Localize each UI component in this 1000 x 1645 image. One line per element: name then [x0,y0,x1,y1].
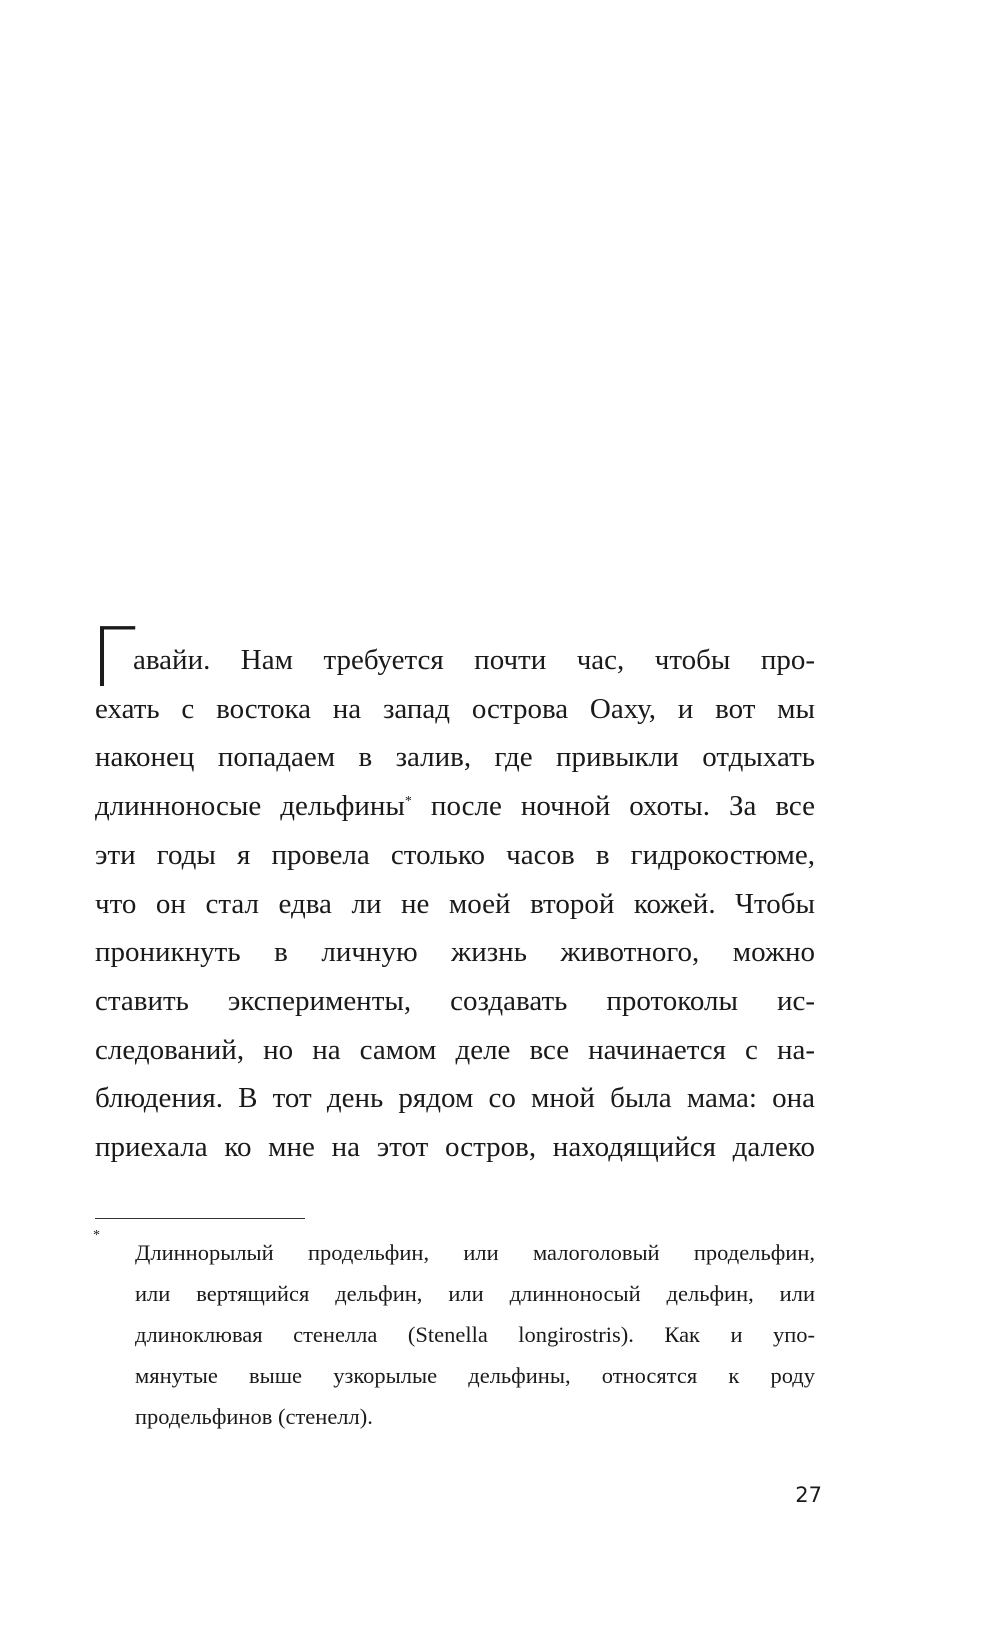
footnote-text [135,1232,815,1437]
text-line: приехала ко мне на этот остров, находящийся далеко [95,1131,815,1164]
footnote-divider [95,1218,305,1219]
footnote [93,1228,815,1437]
text-line: что он стал едва ли не моей второй кожей. Чтобы [95,887,815,920]
footnote-marker: * [93,1228,100,1243]
footnote-line: длиноклювая стенелла (Stenella longirostris). Как и упо- [135,1322,815,1347]
footnote-line: или вертящийся дельфин, или длинноносый дельфин, или [135,1281,815,1306]
text-fragment: после ночной охоты. За все [430,790,816,823]
text-line: авайи. Нам требуется почти час, чтобы про- [133,644,815,676]
footnote-line: продельфинов (стенелл). [135,1404,373,1429]
footnote-line: Длиннорылый продельфин, или малоголовый продельфин, [135,1240,815,1265]
text-line: ехать с востока на запад острова Оаху, и вот мы [95,692,815,725]
text-line: эти годы я провела столько часов в гидрокостюме, [95,838,815,871]
drop-cap: Г [90,611,136,706]
text-line: наконец попадаем в залив, где привыкли отдыхать [95,741,815,774]
footnote-line: мянутые выше узкорылые дельфины, относятся к роду [135,1363,815,1388]
footnote-reference: * [404,794,412,810]
text-line: ставить эксперименты, создавать протоколы ис- [95,984,815,1017]
text-fragment: длинноносые дельфины [95,790,405,823]
text-line: блюдения. В тот день рядом со мной была мама: она [95,1082,815,1115]
text-line: следований, но на самом деле все начинается с на- [95,1033,815,1066]
text-line-with-footnote [95,782,815,831]
main-text [90,611,816,1172]
text-line: проникнуть в личную жизнь животного, можно [95,936,815,969]
first-line [90,611,815,706]
page-number: 27 [795,1483,822,1507]
